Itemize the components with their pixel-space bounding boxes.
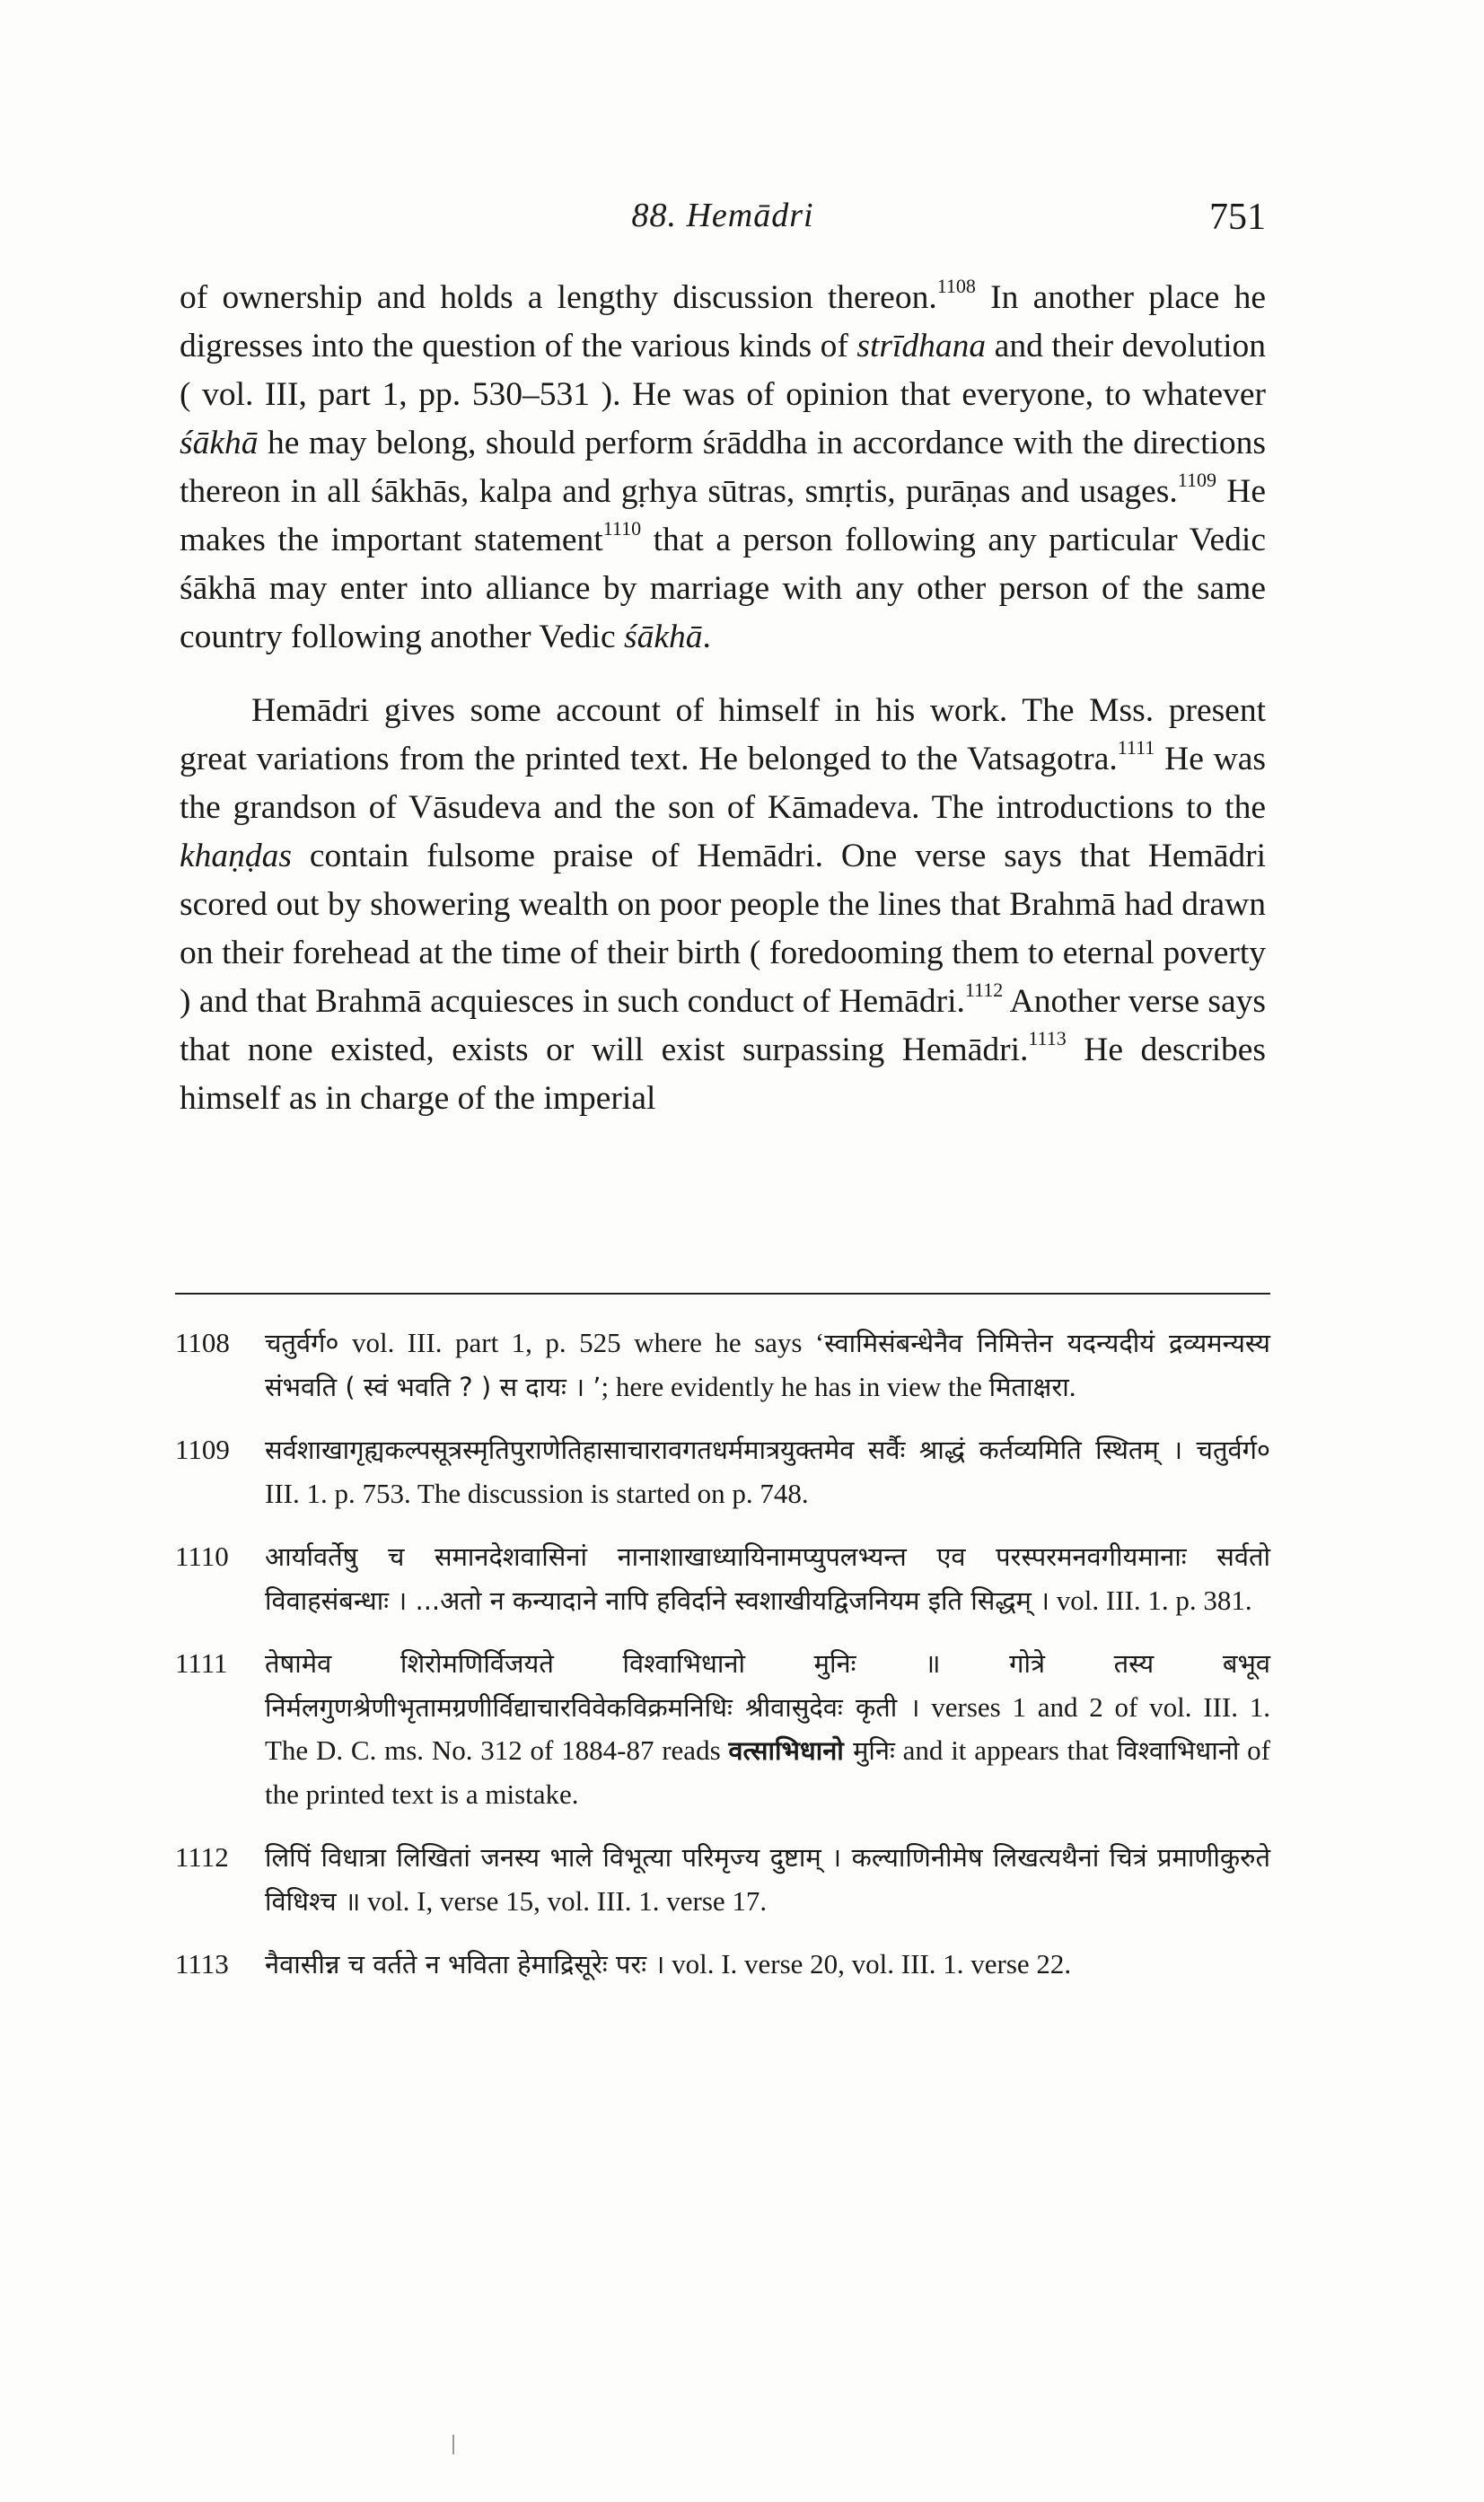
text-run: vol. I. verse 20, vol. III. 1. verse 22. xyxy=(664,1948,1072,1980)
text-run: . xyxy=(702,619,711,655)
footnote-1112 xyxy=(175,1836,1270,1923)
footnote-text xyxy=(265,1943,1270,1987)
footnote-1113 xyxy=(175,1943,1270,1987)
text-run: and it appears that xyxy=(894,1734,1117,1766)
text-run: Hemādri gives some account of himself in his work. The Mss. present great variations from the printed text. He belonged to the Vatsagotra. xyxy=(180,692,1266,777)
sanskrit-text: स्वामिसंबन्धेनैव निमित्तेन यदन्यदीयं द्रव्यमन्यस्य संभवति ( स्वं भवति ? ) स दायः । ’ xyxy=(265,1328,1271,1402)
footnote-1108 xyxy=(175,1321,1270,1409)
text-run: III. 1. p. 753. The discussion is started on p. 748. xyxy=(265,1477,809,1509)
italic-term: śākhā xyxy=(624,619,703,655)
sanskrit-text: विश्वाभिधानो xyxy=(1116,1735,1240,1766)
footnote-number: 1110 xyxy=(175,1541,229,1572)
text-run: of ownership and holds a lengthy discussion thereon. xyxy=(180,279,937,316)
italic-term: śākhā xyxy=(180,425,259,461)
sanskrit-text-bold: वत्साभिधानो xyxy=(728,1735,844,1766)
sanskrit-text: सर्वशाखागृह्यकल्पसूत्रस्मृतिपुराणेतिहासाचारावगतधर्ममात्रयुक्तमेव सर्वैः श्राद्धं कर्तव्यमिति स्थितम् । चतुर्वर्ग० xyxy=(265,1435,1270,1465)
footnote-text xyxy=(265,1836,1270,1923)
text-run: . xyxy=(1068,1370,1076,1402)
text-run: He was the grandson of Vāsudeva and the son of Kāmadeva. The introductions to the xyxy=(180,741,1267,826)
text-run: Another verse says that none existed, exists or will exist surpassing Hemādri. xyxy=(180,983,1266,1068)
footnote-text xyxy=(265,1535,1270,1622)
footnote-1110 xyxy=(175,1535,1270,1622)
paragraph-2 xyxy=(180,687,1266,1123)
text-run: that a person following any particular Vedic śākhā may enter into alliance by marriage with any other person of the same country following another Vedic xyxy=(180,522,1266,655)
footnote-divider xyxy=(175,1293,1270,1295)
paragraph-1 xyxy=(180,274,1266,662)
text-run: ; here evidently he has in view the xyxy=(601,1370,989,1402)
footnote-ref-1111[interactable]: 1111 xyxy=(1117,735,1155,759)
footnote-ref-1109[interactable]: 1109 xyxy=(1177,468,1216,491)
text-run: vol. I, verse 15, vol. III. 1. verse 17. xyxy=(360,1884,768,1917)
text-run: He makes the important statement xyxy=(180,473,1267,558)
body-text xyxy=(180,274,1266,1123)
footnote-number: 1109 xyxy=(175,1434,230,1465)
text-run: he may belong, should perform śrāddha in accordance with the directions thereon in all śākhās, kalpa and gṛhya sūtras, smṛtis, purāṇas and usages. xyxy=(180,425,1266,510)
footnote-1111 xyxy=(175,1642,1270,1816)
footnote-ref-1110[interactable]: 1110 xyxy=(602,516,642,540)
italic-term: khaṇḍas xyxy=(180,838,292,874)
footnote-ref-1108[interactable]: 1108 xyxy=(936,274,976,297)
page-number: 751 xyxy=(1209,197,1266,238)
footnote-number: 1111 xyxy=(175,1647,228,1679)
footnote-text xyxy=(265,1642,1270,1816)
sanskrit-text: मिताक्षरा xyxy=(988,1371,1069,1402)
text-run: of the printed text is a mistake. xyxy=(265,1734,1270,1810)
sanskrit-text: मुनिः xyxy=(843,1735,895,1766)
sanskrit-text: नैवासीन्न च वर्तते न भविता हेमाद्रिसूरेः परः । xyxy=(265,1949,665,1980)
running-title: 88. Hemādri xyxy=(631,197,814,234)
running-head xyxy=(180,196,1266,250)
sanskrit-text: लिपिं विधात्रा लिखितां जनस्य भाले विभूत्या परिमृज्य दुष्टाम् । कल्याणिनीमेष लिखत्यथैनां चित्रं प्रमाणीकुरुते विधिश्च ॥ xyxy=(265,1842,1270,1917)
text-run: In another place he digresses into the question of the various kinds of xyxy=(180,279,1266,364)
text-run: vol. III. 1. p. 381. xyxy=(1049,1584,1252,1616)
text-run: vol. III. part 1, p. 525 where he says ‘ xyxy=(338,1327,825,1358)
italic-term: strīdhana xyxy=(856,328,987,364)
sanskrit-text: चतुर्वर्ग० xyxy=(265,1328,339,1358)
scan-mark xyxy=(452,2435,454,2454)
footnote-ref-1113[interactable]: 1113 xyxy=(1028,1026,1067,1049)
footnote-ref-1112[interactable]: 1112 xyxy=(964,978,1004,1001)
footnote-1109 xyxy=(175,1428,1270,1515)
footnote-number: 1113 xyxy=(175,1948,229,1980)
text-run: verses 1 and 2 of vol. III. 1. The D. C. ms. No. 312 of 1884-87 reads xyxy=(265,1690,1270,1766)
text-run: contain fulsome praise of Hemādri. One verse says that Hemādri scored out by showering wealth on poor people the lines that Brahmā had drawn on their forehead at the time of their birth ( foredooming them to eternal poverty ) and that Brahmā acquiesces in such conduct of Hemādri. xyxy=(180,838,1266,1020)
footnote-number: 1112 xyxy=(175,1841,229,1873)
footnote-text xyxy=(265,1428,1270,1515)
sanskrit-text: आर्यावर्तेषु च समानदेशवासिनां नानाशाखाध्यायिनामप्युपलभ्यन्त एव परस्परमनवगीयमानाः सर्वतो विवाहसंबन्धाः । ...अतो न कन्यादाने नापि हविर्दाने स्वशाखीयद्विजनियम इति सिद्धम् । xyxy=(265,1541,1270,1616)
footnote-text xyxy=(265,1321,1270,1409)
text-run: and their devolution ( vol. III, part 1, pp. 530–531 ). He was of opinion that everyone, to whatever xyxy=(180,328,1266,413)
sanskrit-text: तेषामेव शिरोमणिर्विजयते विश्वाभिधानो मुनिः ॥ गोत्रे तस्य बभूव निर्मलगुणश्रेणीभृतामग्रणीर्विद्याचारविवेकविक्रमनिधिः श्रीवासुदेवः कृती । xyxy=(265,1648,1270,1723)
footnote-number: 1108 xyxy=(175,1327,230,1358)
footnotes xyxy=(175,1321,1270,2006)
text-run: He describes himself as in charge of the imperial xyxy=(180,1032,1266,1117)
